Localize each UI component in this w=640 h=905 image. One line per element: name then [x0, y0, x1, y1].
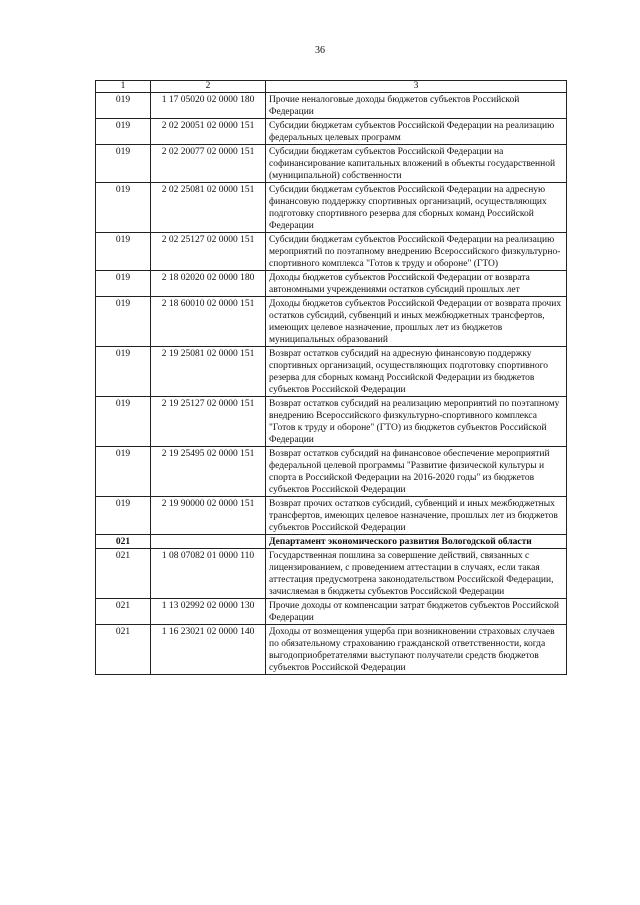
- table-row: [96, 549, 567, 599]
- table-row: [96, 183, 567, 233]
- revenue-name-cell: Субсидии бюджетам субъектов Российской Федерации на реализацию федеральных целевых программ: [266, 119, 567, 145]
- revenue-codes-table: [95, 80, 567, 675]
- revenue-name-cell: Доходы от возмещения ущерба при возникновении страховых случаев по обязательному страхованию гражданской ответственности, когда выгодоприобретателями выступают получатели средств бюджетов субъектов Российской Федерации: [266, 625, 567, 675]
- revenue-name-cell: Субсидии бюджетам субъектов Российской Федерации на реализацию мероприятий по поэтапному внедрению Всероссийского физкультурно-спортивного комплекса "Готов к труду и обороне" (ГТО): [266, 233, 567, 271]
- revenue-code-cell: 2 19 90000 02 0000 151: [151, 497, 266, 535]
- revenue-name-cell: Возврат остатков субсидий на реализацию мероприятий по поэтапному внедрению Всероссийского физкультурно-спортивного комплекса "Готов к труду и обороне" (ГТО) из бюджетов субъектов Российской Федерации: [266, 397, 567, 447]
- revenue-name-cell: Возврат остатков субсидий на финансовое обеспечение мероприятий федеральной целевой программы "Развитие физической культуры и спорта в Российской Федерации на 2016-2020 годы" из бюджетов субъектов Российской Федерации: [266, 447, 567, 497]
- admin-code-cell: 019: [96, 397, 151, 447]
- admin-code-cell: 019: [96, 297, 151, 347]
- table-row: [96, 535, 567, 549]
- revenue-name-cell: Прочие неналоговые доходы бюджетов субъектов Российской Федерации: [266, 93, 567, 119]
- revenue-code-cell: [151, 535, 266, 549]
- revenue-code-cell: 2 19 25495 02 0000 151: [151, 447, 266, 497]
- table-row: [96, 599, 567, 625]
- admin-code-cell: 019: [96, 497, 151, 535]
- header-col-2: 2: [151, 81, 266, 93]
- revenue-code-cell: 2 18 02020 02 0000 180: [151, 271, 266, 297]
- admin-code-cell: 019: [96, 183, 151, 233]
- admin-code-cell: 021: [96, 625, 151, 675]
- revenue-name-cell: Государственная пошлина за совершение действий, связанных с лицензированием, с проведением аттестации в случаях, если такая аттестация предусмотрена законодательством Российской Федерации, зачисляемая в бюджеты субъектов Российской Федерации: [266, 549, 567, 599]
- admin-code-cell: 021: [96, 549, 151, 599]
- header-col-3: 3: [266, 81, 567, 93]
- table-row: [96, 119, 567, 145]
- table-body: [96, 81, 567, 675]
- admin-code-cell: 019: [96, 145, 151, 183]
- table-row: [96, 297, 567, 347]
- revenue-code-cell: 2 19 25081 02 0000 151: [151, 347, 266, 397]
- revenue-name-cell: Департамент экономического развития Вологодской области: [266, 535, 567, 549]
- admin-code-cell: 021: [96, 599, 151, 625]
- table-row: [96, 447, 567, 497]
- revenue-code-cell: 1 08 07082 01 0000 110: [151, 549, 266, 599]
- table-row: [96, 145, 567, 183]
- revenue-code-cell: 2 18 60010 02 0000 151: [151, 297, 266, 347]
- revenue-code-cell: 2 19 25127 02 0000 151: [151, 397, 266, 447]
- admin-code-cell: 019: [96, 447, 151, 497]
- revenue-name-cell: Возврат прочих остатков субсидий, субвенций и иных межбюджетных трансфертов, имеющих целевое назначение, прошлых лет из бюджетов субъектов Российской Федерации: [266, 497, 567, 535]
- page-number: 36: [315, 45, 325, 56]
- table-row: [96, 347, 567, 397]
- table-row: [96, 93, 567, 119]
- revenue-name-cell: Прочие доходы от компенсации затрат бюджетов субъектов Российской Федерации: [266, 599, 567, 625]
- table-header-row: [96, 81, 567, 93]
- table-row: [96, 397, 567, 447]
- admin-code-cell: 019: [96, 233, 151, 271]
- admin-code-cell: 019: [96, 93, 151, 119]
- header-col-1: 1: [96, 81, 151, 93]
- revenue-code-cell: 1 17 05020 02 0000 180: [151, 93, 266, 119]
- table-row: [96, 271, 567, 297]
- revenue-code-cell: 2 02 20077 02 0000 151: [151, 145, 266, 183]
- table-row: [96, 233, 567, 271]
- revenue-name-cell: Доходы бюджетов субъектов Российской Федерации от возврата прочих остатков субсидий, субвенций и иных межбюджетных трансфертов, имеющих целевое назначение, прошлых лет из бюджетов муниципальных образований: [266, 297, 567, 347]
- admin-code-cell: 021: [96, 535, 151, 549]
- revenue-code-cell: 2 02 25081 02 0000 151: [151, 183, 266, 233]
- table-row: [96, 625, 567, 675]
- admin-code-cell: 019: [96, 347, 151, 397]
- revenue-code-cell: 1 13 02992 02 0000 130: [151, 599, 266, 625]
- revenue-code-cell: 1 16 23021 02 0000 140: [151, 625, 266, 675]
- revenue-name-cell: Возврат остатков субсидий на адресную финансовую поддержку спортивных организаций, осуществляющих подготовку спортивного резерва для сборных команд Российской Федерации из бюджетов субъектов Российской Федерации: [266, 347, 567, 397]
- revenue-name-cell: Доходы бюджетов субъектов Российской Федерации от возврата автономными учреждениями остатков субсидий прошлых лет: [266, 271, 567, 297]
- admin-code-cell: 019: [96, 119, 151, 145]
- table-row: [96, 497, 567, 535]
- revenue-code-cell: 2 02 20051 02 0000 151: [151, 119, 266, 145]
- revenue-name-cell: Субсидии бюджетам субъектов Российской Федерации на софинансирование капитальных вложений в объекты государственной (муниципальной) собственности: [266, 145, 567, 183]
- revenue-name-cell: Субсидии бюджетам субъектов Российской Федерации на адресную финансовую поддержку спортивных организаций, осуществляющих подготовку спортивного резерва для сборных команд Российской Федерации: [266, 183, 567, 233]
- admin-code-cell: 019: [96, 271, 151, 297]
- revenue-code-cell: 2 02 25127 02 0000 151: [151, 233, 266, 271]
